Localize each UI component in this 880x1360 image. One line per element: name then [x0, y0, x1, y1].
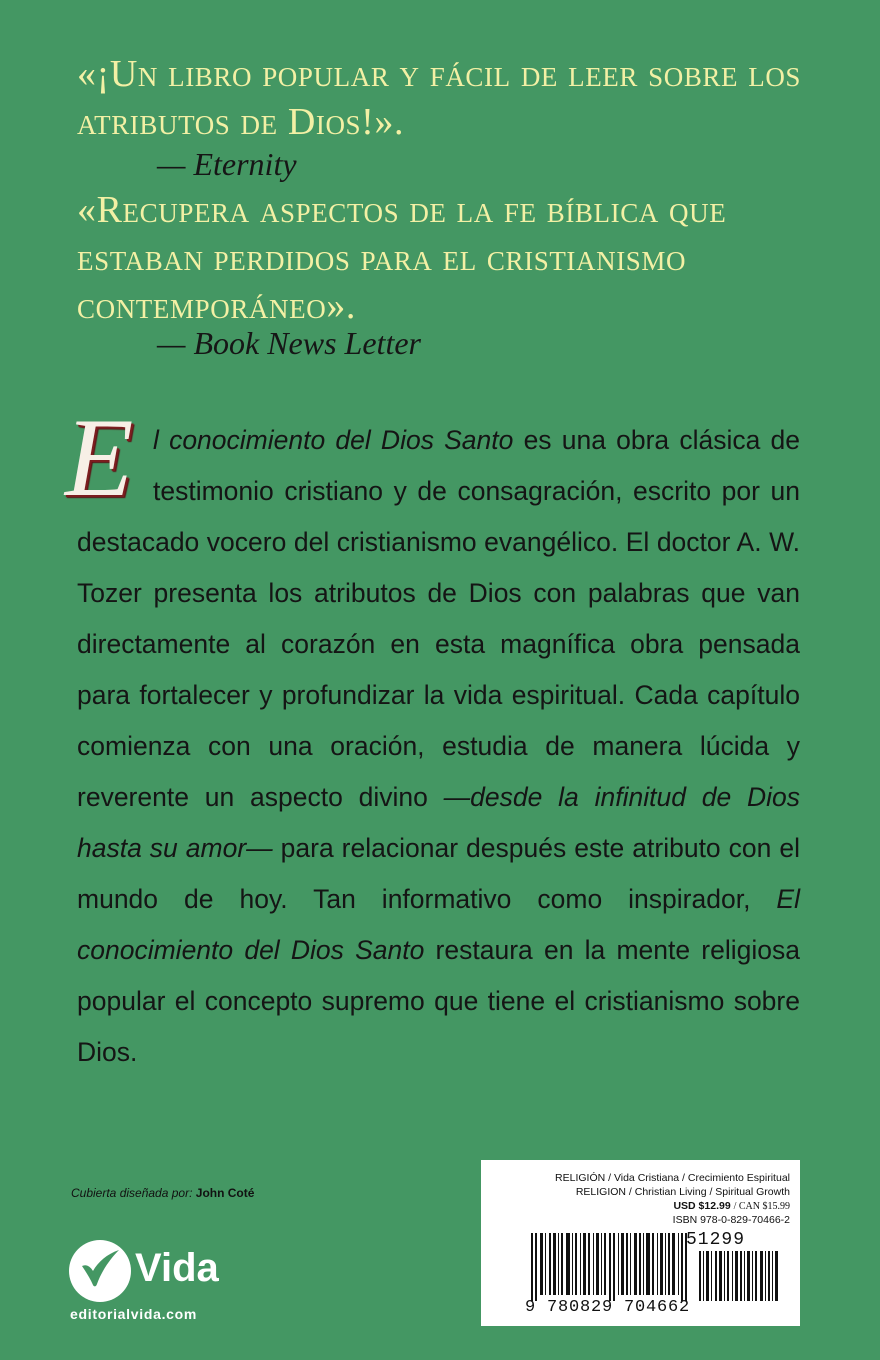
endorsement-quote-2: «Recupera aspectos de la fe bíblica que estaban perdidos para el cristianismo contemporáneo».	[77, 189, 727, 327]
description-italic-phrase: —desde la infinitud de Dios hasta su amor—	[77, 782, 801, 863]
publisher-name: Vida	[135, 1246, 219, 1290]
credit-name: John Coté	[195, 1186, 255, 1200]
price-can: / CAN $15.99	[733, 1201, 790, 1212]
cover-design-credit	[71, 1186, 254, 1200]
price-usd: USD $12.99	[673, 1200, 731, 1212]
drop-cap-letter: E	[65, 396, 134, 520]
description-text-1: es una obra clásica de testimonio cristiano y de consagración, escrito por un destacado vocero del cristianismo evangélico. El doctor A. W. Tozer presenta los atributos de Dios con palabras que van directamente al corazón en esta magnífica obra pensada para fortalecer y profundizar la vida espiritual. Cada capítulo comienza con una oración, estudia de manera lúcida y reverente un aspecto divino	[77, 425, 801, 812]
vida-leaf-icon	[69, 1240, 131, 1302]
credit-label: Cubierta diseñada por:	[71, 1186, 193, 1200]
endorsement-source-1: — Eternity	[157, 146, 297, 182]
book-title-inline: l conocimiento del Dios Santo	[153, 425, 514, 455]
category-spanish: RELIGIÓN / Vida Cristiana / Crecimiento Espiritual	[555, 1172, 790, 1184]
endorsement-source-2: — Book News Letter	[157, 325, 421, 361]
endorsement-quote-1: «¡Un libro popular y fácil de leer sobre los atributos de Dios!».	[77, 53, 802, 143]
drop-cap	[65, 396, 145, 520]
barcode-panel	[481, 1160, 800, 1326]
barcode-price-code: 51299	[686, 1230, 746, 1250]
book-description	[65, 396, 801, 1078]
isbn-text: ISBN 978-0-829-70466-2	[672, 1214, 790, 1226]
price-line	[673, 1200, 790, 1213]
publisher-website: editorialvida.com	[70, 1306, 198, 1322]
description-text-3: restaura en la mente religiosa popular el concepto supremo que tiene el cristianismo sobre Dios.	[77, 935, 800, 1067]
book-title-inline-2: El conocimiento del Dios Santo	[77, 884, 800, 965]
barcode-number: 9 780829 704662	[525, 1298, 691, 1317]
publisher-logo	[69, 1240, 239, 1302]
description-text-2: para relacionar después este atributo con el mundo de hoy. Tan informativo como inspirador,	[77, 833, 800, 914]
category-english: RELIGION / Christian Living / Spiritual Growth	[575, 1186, 790, 1198]
